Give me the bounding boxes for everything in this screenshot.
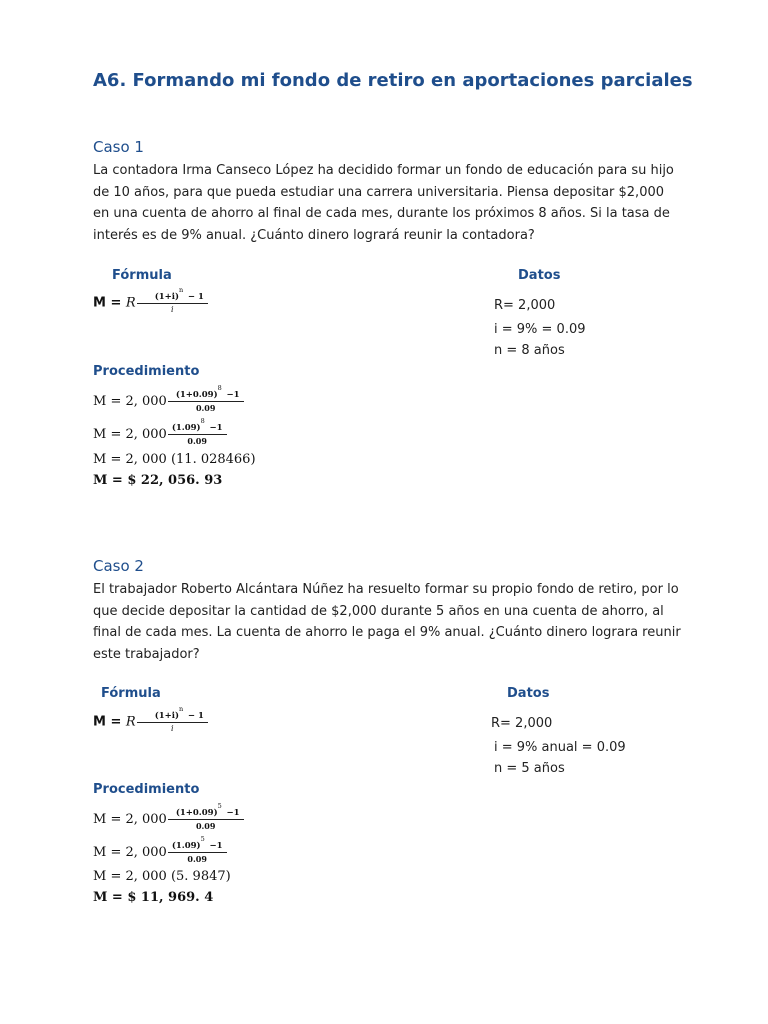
numerator-minus: −1 [209,841,223,851]
step-numerator [168,417,227,435]
case2-dato-n: n = 5 años [494,761,565,776]
case1-step3: M = 2, 000 (11. 028466) [93,452,256,467]
numerator-exponent: n [179,286,184,294]
case1-dato-i: i = 9% = 0.09 [494,322,586,337]
numerator-exponent: 5 [217,802,222,810]
formula-denominator: i [171,305,174,314]
case2-dato-i: i = 9% anual = 0.09 [494,740,626,755]
step-lhs: M = 2, 000 [93,394,167,409]
case1-formula-label: Fórmula [112,268,172,283]
formula-denominator: i [171,724,174,733]
case1-dato-n: n = 8 años [494,343,565,358]
case1-dato-r: R= 2,000 [494,298,556,313]
case1-formula [93,286,208,314]
case2-step1 [93,802,244,831]
case1-step2 [93,417,227,446]
step-denominator: 0.09 [195,821,216,831]
formula-fraction [137,705,208,733]
step-denominator: 0.09 [195,403,216,413]
numerator-exponent: 8 [200,417,205,425]
step-fraction [168,417,227,446]
case1-step1 [93,384,244,413]
case1-procedimiento-label: Procedimiento [93,364,200,379]
step-denominator: 0.09 [187,854,207,864]
formula-var: R [125,714,136,730]
case2-datos-label: Datos [507,686,550,701]
step-lhs: M = 2, 000 [93,812,167,827]
case2-dato-r: R= 2,000 [491,716,553,731]
step-denominator: 0.09 [187,436,207,446]
numerator-exponent: n [179,705,184,713]
case2-step3: M = 2, 000 (5. 9847) [93,869,231,884]
step-numerator [168,384,244,402]
numerator-minus: − 1 [187,711,204,721]
formula-lhs: M = [93,295,126,311]
formula-fraction [137,286,208,314]
numerator-base: (1+0.09) [175,808,218,818]
numerator-minus: − 1 [187,292,204,302]
numerator-base: (1+i) [154,711,179,721]
case1-result: M = $ 22, 056. 93 [93,473,223,488]
step-numerator [168,835,227,853]
numerator-minus: −1 [226,390,240,400]
step-numerator [168,802,244,820]
step-lhs: M = 2, 000 [93,427,167,442]
numerator-minus: −1 [209,423,223,433]
formula-numerator [137,705,208,723]
formula-var: R [125,295,136,311]
case2-formula-label: Fórmula [101,686,161,701]
page-title: A6. Formando mi fondo de retiro en aportaciones parciales [93,70,693,91]
step-fraction [168,384,244,413]
formula-numerator [137,286,208,304]
step-fraction [168,802,244,831]
case2-paragraph: El trabajador Roberto Alcántara Núñez ha resuelto formar su propio fondo de retiro, por lo que decide depositar la cantidad de $2,000 durante 5 años en una cuenta de ahorro, al final de cada mes. La cuenta de ahorro le paga el 9% anual. ¿Cuánto dinero lograra reunir este trabajador? [93,582,681,662]
case2-step2 [93,835,227,864]
case2-formula [93,705,208,733]
numerator-base: (1.09) [171,841,201,851]
case1-paragraph: La contadora Irma Canseco López ha decidido formar un fondo de educación para su hijo de 10 años, para que pueda estudiar una carrera universitaria. Piensa depositar $2,000 en una cuenta de ahorro al final de cada mes, durante los próximos 8 años. Si la tasa de interés es de 9% anual. ¿Cuánto dinero logrará reunir la contadora? [93,163,674,243]
numerator-minus: −1 [226,808,240,818]
numerator-exponent: 8 [217,384,222,392]
case1-heading: Caso 1 [93,138,144,156]
numerator-base: (1+i) [154,292,179,302]
case2-result: M = $ 11, 969. 4 [93,890,214,905]
numerator-base: (1+0.09) [175,390,218,400]
case2-heading: Caso 2 [93,557,144,575]
case2-procedimiento-label: Procedimiento [93,782,200,797]
case1-datos-label: Datos [518,268,561,283]
numerator-base: (1.09) [171,423,201,433]
formula-lhs: M = [93,714,126,730]
numerator-exponent: 5 [200,835,205,843]
step-lhs: M = 2, 000 [93,845,167,860]
step-fraction [168,835,227,864]
